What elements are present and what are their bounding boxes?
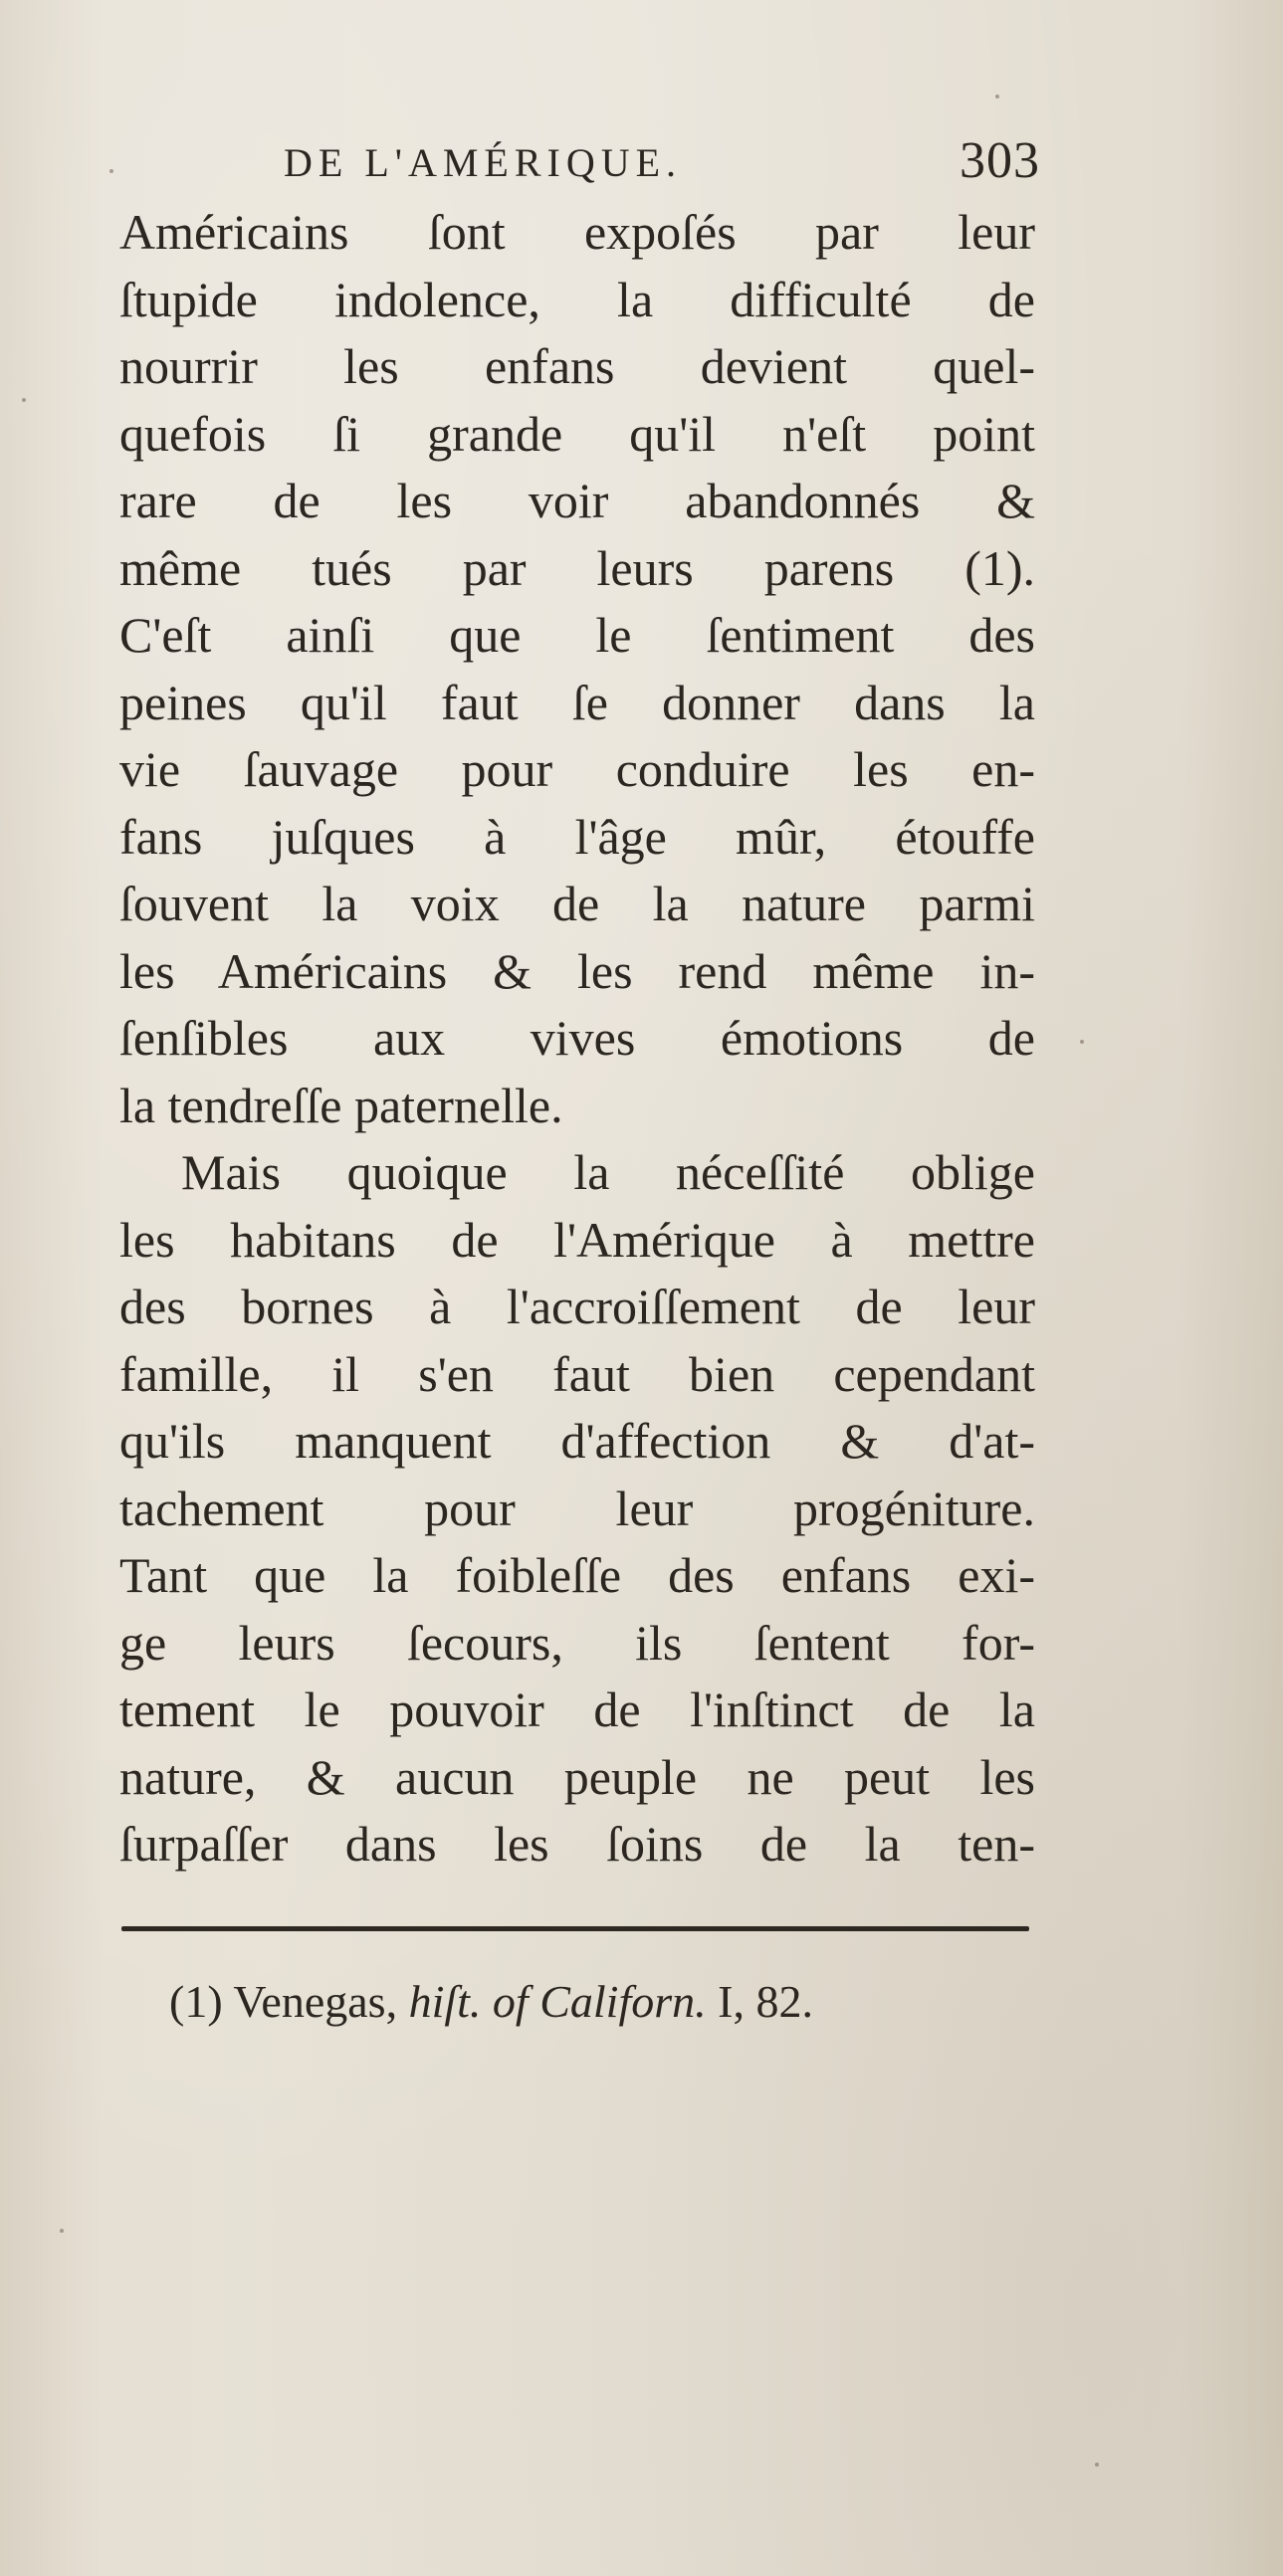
text-line: tachement pour leur progéniture.	[119, 1480, 1035, 1536]
text-line: qu'ils manquent d'affection & d'at-	[119, 1413, 1035, 1469]
running-head	[284, 132, 1040, 199]
text-line: nourrir les enfans devient quel-	[119, 338, 1035, 394]
footnote-separator: ,	[385, 1976, 409, 2027]
text-line: quefois ſi grande qu'il n'eſt point	[119, 405, 1035, 462]
footnote-author: Venegas	[233, 1976, 386, 2027]
text-line: nature, & aucun peuple ne peut les	[119, 1748, 1035, 1805]
footnote-source: hiſt. of Californ.	[408, 1976, 707, 2027]
running-head-title: DE L'AMÉRIQUE.	[284, 140, 683, 185]
paragraph-end-line: la tendreſſe paternelle.	[119, 1077, 563, 1133]
text-line: famille, il s'en faut bien cependant	[119, 1345, 1035, 1402]
text-line: fans juſques à l'âge mûr, étouffe	[119, 808, 1035, 865]
footnote-divider	[121, 1926, 1029, 1931]
page-number: 303	[960, 132, 1040, 189]
paper-speck	[1080, 1040, 1084, 1044]
text-line: ge leurs ſecours, ils ſentent for-	[119, 1614, 1035, 1671]
text-line: ſurpaſſer dans les ſoins de la ten-	[119, 1816, 1035, 1872]
paper-speck	[1095, 2463, 1099, 2467]
text-line: ſenſibles aux vives émotions de	[119, 1010, 1035, 1066]
paper-speck	[109, 169, 113, 173]
paper-speck	[60, 2229, 64, 2233]
text-line: rare de les voir abandonnés &	[119, 473, 1035, 528]
text-line: les Américains & les rend même in-	[119, 942, 1035, 999]
paragraph-start-line: Mais quoique la néceſſité oblige	[181, 1144, 1035, 1200]
footnote-marker: (1)	[169, 1976, 223, 2027]
text-line: Tant que la foibleſſe des enfans exi-	[119, 1547, 1035, 1603]
text-line: même tués par leurs parens (1).	[119, 539, 1035, 596]
text-line: peines qu'il faut ſe donner dans la	[119, 674, 1035, 730]
text-line: C'eſt ainſi que le ſentiment des	[119, 607, 1035, 663]
paper-speck	[22, 398, 26, 402]
text-line: ſtupide indolence, la difficulté de	[119, 271, 1035, 327]
footnote	[169, 1975, 813, 2028]
text-line: tement le pouvoir de l'inſtinct de la	[119, 1682, 1035, 1737]
text-line: ſouvent la voix de la nature parmi	[119, 876, 1035, 931]
footnote-reference: I, 82.	[718, 1976, 813, 2027]
text-line: vie ſauvage pour conduire les en-	[119, 741, 1035, 797]
text-line: Américains ſont expoſés par leur	[119, 204, 1035, 260]
text-line: des bornes à l'accroiſſement de leur	[119, 1279, 1035, 1334]
body-text	[119, 199, 1035, 1879]
text-line: les habitans de l'Amérique à mettre	[119, 1211, 1035, 1268]
paper-speck	[995, 95, 999, 99]
